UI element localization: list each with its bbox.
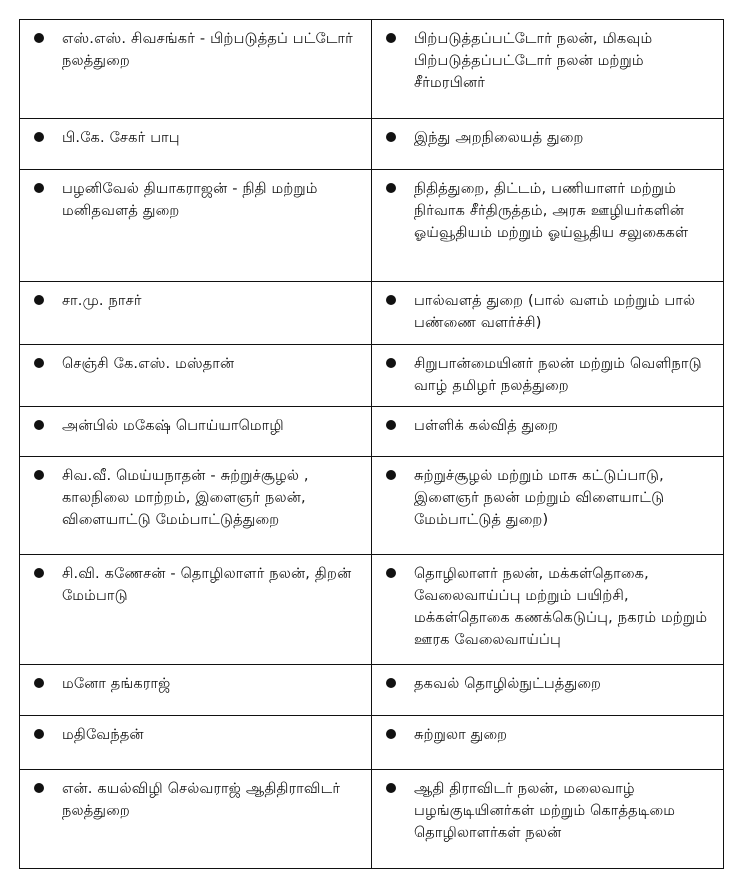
minister-cell (20, 407, 372, 457)
minister-cell (20, 20, 372, 119)
portfolio-text: பால்வளத் துறை (பால் வளம் மற்றும் பால் பண்ணை வளர்ச்சி) (414, 293, 696, 331)
bullet-icon (34, 420, 44, 430)
portfolio-cell (372, 716, 724, 770)
bullet-icon (386, 183, 396, 193)
minister-cell (20, 119, 372, 170)
minister-name: செஞ்சி கே.எஸ். மஸ்தான் (62, 356, 235, 372)
portfolio-text: தகவல் தொழில்நுட்பத்துறை (414, 676, 602, 692)
table-row (20, 555, 724, 665)
table-row (20, 170, 724, 282)
minister-name: மனோ தங்கராஜ் (62, 676, 171, 692)
table-row (20, 119, 724, 170)
portfolio-cell (372, 770, 724, 869)
minister-cell (20, 345, 372, 407)
portfolio-cell (372, 119, 724, 170)
portfolio-text: தொழிலாளர் நலன், மக்கள்தொகை, வேலைவாய்ப்பு மற்றும் பயிற்சி, மக்கள்தொகை கணக்கெடுப்பு, நகரம் மற்றும் ஊரக வேலைவாய்ப்பு (414, 566, 708, 648)
portfolio-cell (372, 555, 724, 665)
minister-name: சி.வி. கணேசன் - தொழிலாளர் நலன், திறன் மேம்பாடு (62, 566, 352, 604)
portfolio-cell (372, 20, 724, 119)
minister-cell (20, 665, 372, 716)
bullet-icon (34, 678, 44, 688)
portfolio-text: பள்ளிக் கல்வித் துறை (414, 418, 559, 434)
bullet-icon (34, 470, 44, 480)
bullet-icon (386, 729, 396, 739)
minister-cell (20, 282, 372, 345)
portfolio-text: நிதித்துறை, திட்டம், பணியாளர் மற்றும் நிர்வாக சீர்திருத்தம், அரசு ஊழியர்களின் ஓய்வூதியம் மற்றும் ஓய்வூதிய சலுகைகள் (414, 181, 689, 241)
bullet-icon (386, 783, 396, 793)
bullet-icon (386, 132, 396, 142)
minister-name: அன்பில் மகேஷ் பொய்யாமொழி (62, 418, 284, 434)
table-row (20, 407, 724, 457)
bullet-icon (34, 295, 44, 305)
portfolio-cell (372, 170, 724, 282)
portfolio-text: சுற்றுலா துறை (414, 727, 508, 743)
bullet-icon (386, 295, 396, 305)
bullet-icon (34, 183, 44, 193)
portfolio-text: பிற்படுத்தப்பட்டோர் நலன், மிகவும் பிற்படுத்தப்பட்டோர் நலன் மற்றும் சீர்மரபினர் (414, 31, 653, 91)
bullet-icon (386, 420, 396, 430)
table-row (20, 770, 724, 869)
minister-name: எஸ்.எஸ். சிவசங்கர் - பிற்படுத்தப் பட்டோர் நலத்துறை (62, 31, 353, 69)
portfolio-text: இந்து அறநிலையத் துறை (414, 130, 584, 146)
minister-cell (20, 170, 372, 282)
bullet-icon (34, 729, 44, 739)
minister-name: பழனிவேல் தியாகராஜன் - நிதி மற்றும் மனிதவளத் துறை (62, 181, 318, 219)
table-row (20, 282, 724, 345)
minister-portfolio-table (19, 19, 724, 869)
portfolio-cell (372, 407, 724, 457)
minister-cell (20, 555, 372, 665)
bullet-icon (386, 358, 396, 368)
bullet-icon (34, 358, 44, 368)
bullet-icon (34, 783, 44, 793)
portfolio-cell (372, 457, 724, 555)
minister-cell (20, 457, 372, 555)
bullet-icon (34, 132, 44, 142)
bullet-icon (386, 678, 396, 688)
table-row (20, 665, 724, 716)
minister-name: பி.கே. சேகர் பாபு (62, 130, 180, 146)
bullet-icon (386, 470, 396, 480)
minister-name: சிவ.வீ. மெய்யநாதன் - சுற்றுச்சூழல் , காலநிலை மாற்றம், இளைஞர் நலன், விளையாட்டு மேம்பாட்டுத்துறை (62, 468, 309, 528)
portfolio-text: ஆதி திராவிடர் நலன், மலைவாழ் பழங்குடியினர்கள் மற்றும் கொத்தடிமை தொழிலாளர்கள் நலன் (414, 781, 676, 841)
bullet-icon (386, 33, 396, 43)
table-row (20, 20, 724, 119)
table-row (20, 457, 724, 555)
portfolio-cell (372, 282, 724, 345)
minister-cell (20, 770, 372, 869)
portfolio-cell (372, 665, 724, 716)
minister-name: என். கயல்விழி செல்வராஜ் ஆதிதிராவிடர் நலத்துறை (62, 781, 341, 819)
table-row (20, 345, 724, 407)
portfolio-text: சுற்றுச்சூழல் மற்றும் மாசு கட்டுப்பாடு, இளைஞர் நலன் மற்றும் விளையாட்டு மேம்பாட்டுத் துறை) (414, 468, 665, 528)
bullet-icon (34, 568, 44, 578)
bullet-icon (386, 568, 396, 578)
minister-name: மதிவேந்தன் (62, 727, 144, 743)
table-row (20, 716, 724, 770)
bullet-icon (34, 33, 44, 43)
minister-cell (20, 716, 372, 770)
portfolio-cell (372, 345, 724, 407)
portfolio-text: சிறுபான்மையினர் நலன் மற்றும் வெளிநாடு வாழ் தமிழர் நலத்துறை (414, 356, 702, 394)
minister-name: சா.மு. நாசர் (62, 293, 142, 309)
